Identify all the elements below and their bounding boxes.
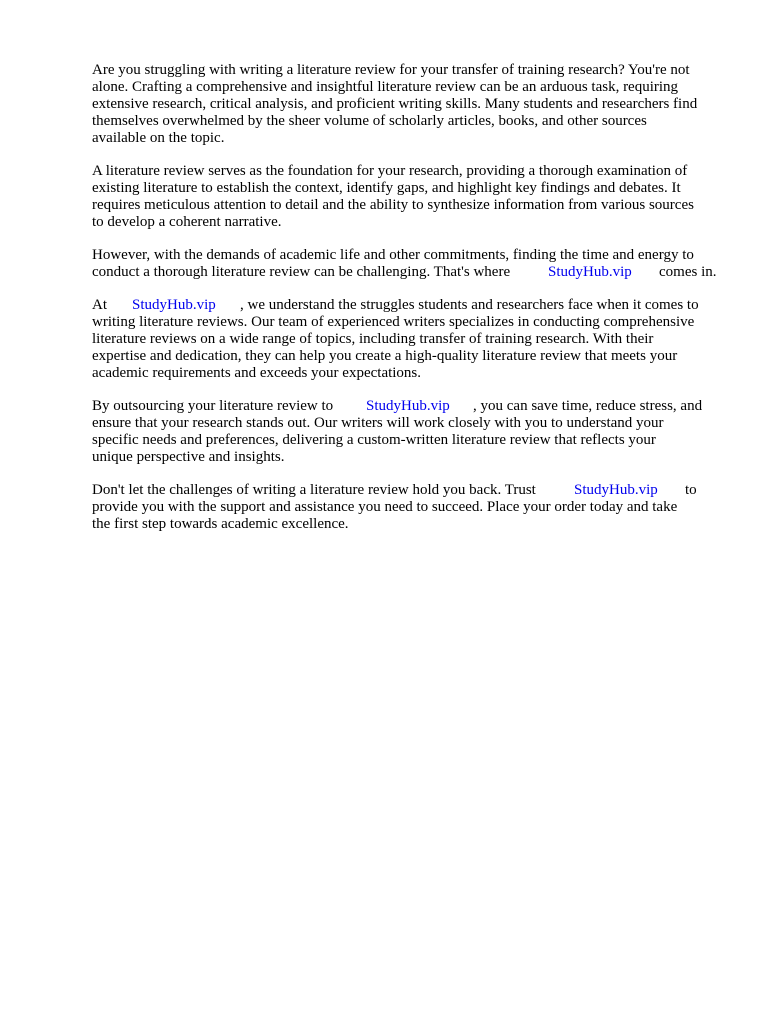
paragraph-1-line-2: alone. Crafting a comprehensive and insightful literature review can be an arduous task, requiring: [92, 79, 679, 95]
studyhub-link-3[interactable]: StudyHub.vip: [366, 398, 450, 414]
paragraph-6-line-3: the first step towards academic excellence.: [92, 516, 349, 532]
paragraph-2-line-1: A literature review serves as the foundation for your research, providing a thorough examination of: [92, 163, 688, 179]
paragraph-3-line-1: However, with the demands of academic life and other commitments, finding the time and energy to: [92, 247, 694, 263]
paragraph-2-line-3: requires meticulous attention to detail and the ability to synthesize information from various sources: [92, 197, 694, 213]
paragraph-6-text-after-link: to: [685, 482, 697, 498]
paragraph-6-line-2: provide you with the support and assistance you need to succeed. Place your order today and take: [92, 499, 678, 515]
studyhub-link-2[interactable]: StudyHub.vip: [132, 297, 216, 313]
paragraph-1-line-4: themselves overwhelmed by the sheer volume of scholarly articles, books, and other sources: [92, 113, 647, 129]
paragraph-4-text-before-link: At: [92, 297, 107, 313]
paragraph-5-line-4: unique perspective and insights.: [92, 449, 285, 465]
paragraph-2-line-2: existing literature to establish the context, identify gaps, and highlight key findings and debates. It: [92, 180, 681, 196]
paragraph-2-line-4: to develop a coherent narrative.: [92, 214, 282, 230]
paragraph-4-line-4: expertise and dedication, they can help you create a high-quality literature review that meets your: [92, 348, 678, 364]
paragraph-4-line-3: literature reviews on a wide range of topics, including transfer of training research. With their: [92, 331, 654, 347]
paragraph-3-text-before-link: conduct a thorough literature review can be challenging. That's where: [92, 264, 511, 280]
studyhub-link-1[interactable]: StudyHub.vip: [548, 264, 632, 280]
paragraph-3-line-2: [92, 263, 510, 281]
paragraph-5-line-3: specific needs and preferences, delivering a custom-written literature review that reflects your: [92, 432, 656, 448]
paragraph-5-line-2: ensure that your research stands out. Our writers will work closely with you to understand your: [92, 415, 664, 431]
paragraph-4-text-after-link: , we understand the struggles students and researchers face when it comes to: [240, 297, 699, 313]
paragraph-1-line-1: Are you struggling with writing a literature review for your transfer of training research? You're not: [92, 62, 690, 78]
paragraph-3-text-after-link: comes in.: [659, 264, 717, 280]
paragraph-5-text-before-link: By outsourcing your literature review to: [92, 398, 334, 414]
paragraph-5-text-after-link: , you can save time, reduce stress, and: [473, 398, 703, 414]
studyhub-link-4[interactable]: StudyHub.vip: [574, 482, 658, 498]
paragraph-4-line-5: academic requirements and exceeds your expectations.: [92, 365, 422, 381]
paragraph-4-line-2: writing literature reviews. Our team of experienced writers specializes in conducting comprehensive: [92, 314, 695, 330]
paragraph-6-text-before-link: Don't let the challenges of writing a literature review hold you back. Trust: [92, 482, 536, 498]
paragraph-1-line-5: available on the topic.: [92, 130, 225, 146]
paragraph-1-line-3: extensive research, critical analysis, and proficient writing skills. Many students and researchers find: [92, 96, 698, 112]
